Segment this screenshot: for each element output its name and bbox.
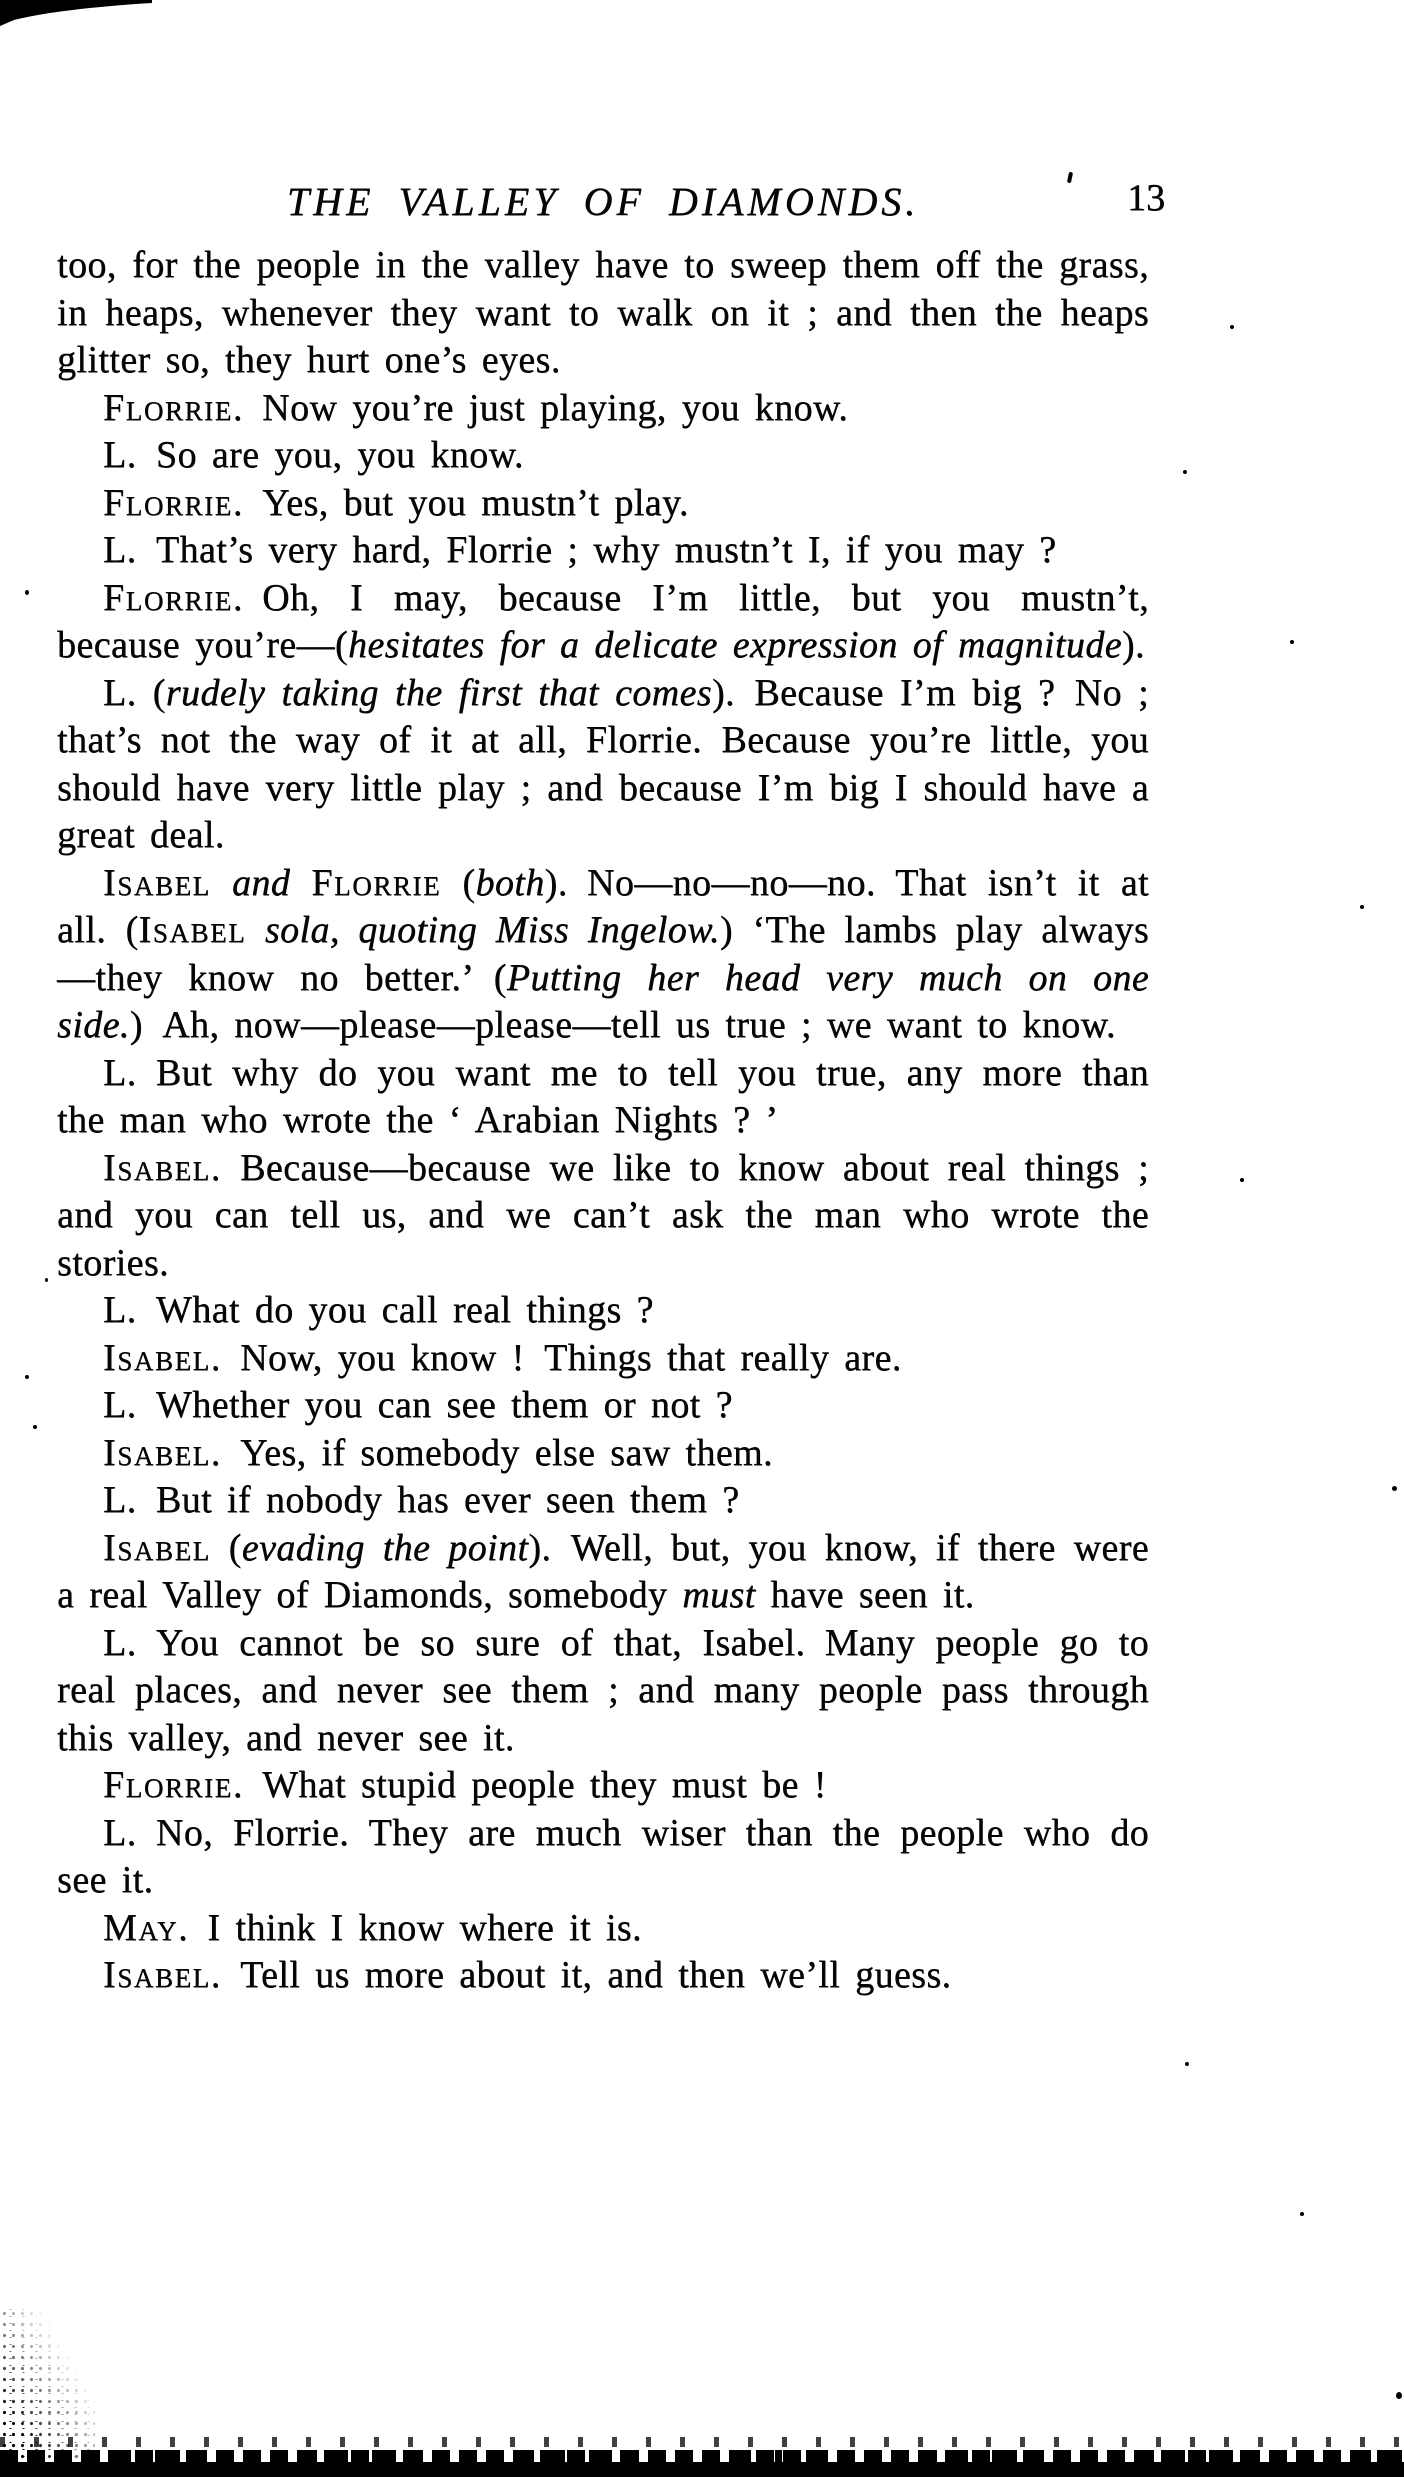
text-segment: ). [1121, 624, 1145, 666]
dialogue-paragraph [57, 1762, 1149, 1810]
speaker-name: Isabel [138, 909, 247, 951]
running-title: THE VALLEY OF DIAMONDS. [286, 179, 920, 224]
dialogue-paragraph [57, 575, 1149, 670]
speaker-name: Isabel [103, 1146, 211, 1189]
text-segment: L. Whether you can see them or not ? [103, 1384, 733, 1426]
text-segment: . Oh, I may, because I’m little, but you mustn’t, because you’re—( [57, 576, 1149, 666]
text-segment: L. You cannot be so sure of that, Isabel. Many people go to real places, and never see them ; and many people pass through this valley, and never see it. [57, 1621, 1149, 1759]
text-segment: ). Well, but, you know, if there were a real Valley of Diamonds, somebody [57, 1526, 1149, 1616]
speaker-name: Florrie [311, 861, 442, 904]
scan-speck [1183, 470, 1187, 474]
speaker-name: Isabel [103, 1954, 211, 1996]
dialogue-paragraph [57, 385, 1149, 433]
text-segment: ). Because I’m big ? No ; that’s not the way of it at all, Florrie. Because you’re little, you should have very little play ; and because I’m big I should have a great deal. [57, 671, 1150, 856]
text-segment: evading the point [241, 1526, 529, 1569]
scan-artifact-noise-dense [0, 2450, 1404, 2462]
scan-speck [1396, 2392, 1402, 2399]
speaker-name: Florrie [103, 576, 233, 619]
speaker-name: Isabel [103, 1336, 211, 1379]
text-segment: ) Ah, now—please—please—tell us true ; we want to know. [129, 1004, 1116, 1046]
scan-speck [25, 590, 29, 595]
text-segment: hesitates for a delicate expression of magnitude [347, 624, 1122, 666]
text-segment: L. But why do you want me to tell you true, any more than the man who wrote the ‘ Arabian Nights ? ’ [57, 1051, 1149, 1141]
text-segment: have seen it. [755, 1574, 975, 1616]
dialogue-paragraph [57, 1335, 1149, 1383]
text-segment: . Tell us more about it, and then we’ll guess. [210, 1954, 952, 1996]
dialogue-paragraph [57, 1145, 1149, 1288]
scan-speck [25, 1375, 29, 1379]
text-segment: . Now, you know ! Things that really are. [210, 1336, 902, 1379]
text-segment: ). No—no—no—no. That isn’t it at all. ( [57, 861, 1149, 951]
dialogue-paragraph [57, 1382, 1149, 1430]
speaker-name: Isabel [103, 1526, 211, 1569]
text-segment: too, for the people in the valley have to sweep them off the grass, in heaps, whenever they want to walk on it ; and then the heaps glitter so, they hurt one’s eyes. [57, 244, 1149, 381]
text-segment: ) ‘The lambs play always—they know no better.’ ( [57, 909, 1150, 999]
text-segment: must [682, 1574, 756, 1616]
scan-speck [1290, 640, 1294, 644]
text-segment: . Now you’re just playing, you know. [232, 386, 849, 429]
scan-speck [33, 1425, 37, 1429]
text-segment: both [475, 861, 545, 904]
scan-speck [1392, 1486, 1397, 1491]
dialogue-paragraph [57, 1905, 1149, 1953]
text-segment: Putting her head very much on one side. [57, 956, 1149, 1046]
speaker-name: Florrie [103, 1764, 233, 1806]
text-segment: L. ( [103, 671, 166, 714]
speaker-name: Isabel [103, 861, 211, 904]
text-segment: . What stupid people they must be ! [232, 1764, 827, 1806]
dialogue-paragraph [57, 1050, 1149, 1145]
dialogue-paragraph [57, 432, 1149, 480]
dialogue-paragraph [57, 1525, 1149, 1620]
page-number: 13 [1127, 177, 1165, 219]
scan-speck [1300, 2212, 1304, 2216]
dialogue-paragraph [57, 1952, 1149, 2000]
text-segment: ( [210, 1526, 242, 1569]
text-segment: L. But if nobody has ever seen them ? [103, 1479, 740, 1521]
text-segment: . Yes, but you mustn’t play. [232, 481, 689, 524]
text-segment: . I think I know where it is. [178, 1906, 642, 1949]
scan-speck [1240, 1178, 1244, 1182]
speaker-name: Florrie [103, 386, 233, 429]
text-segment: L. That’s very hard, Florrie ; why mustn’t I, if you may ? [103, 529, 1057, 571]
dialogue-paragraph [57, 1287, 1149, 1335]
dialogue-paragraph [57, 1810, 1149, 1905]
dialogue-paragraph [57, 670, 1149, 860]
dialogue-paragraph [57, 527, 1149, 575]
text-segment: ( [441, 861, 476, 904]
text-segment: L. What do you call real things ? [103, 1289, 654, 1331]
dialogue-paragraph [57, 242, 1149, 385]
text-segment: and [210, 861, 312, 904]
scan-artifact-top-left [0, 0, 160, 30]
text-segment: . Because—because we like to know about real things ; and you can tell us, and we can’t ask the man who wrote the stories. [57, 1146, 1149, 1284]
speaker-name: Isabel [103, 1431, 211, 1474]
text-segment: L. No, Florrie. They are much wiser than the people who do see it. [57, 1811, 1149, 1901]
text-body [57, 242, 1149, 2000]
scan-speck [1185, 2062, 1189, 2066]
text-segment: L. So are you, you know. [103, 434, 524, 476]
speaker-name: Florrie [103, 481, 233, 524]
scan-speck [1230, 325, 1234, 329]
dialogue-paragraph [57, 1430, 1149, 1478]
speaker-name: May [103, 1906, 179, 1949]
dialogue-paragraph [57, 1477, 1149, 1525]
text-segment: sola, quoting Miss Ingelow. [246, 909, 720, 951]
dialogue-paragraph [57, 1620, 1149, 1763]
scan-speck [1360, 905, 1364, 909]
scan-artifact-noise-sparse [0, 2437, 1404, 2447]
text-segment: . Yes, if somebody else saw them. [210, 1431, 773, 1474]
dialogue-paragraph [57, 480, 1149, 528]
dialogue-paragraph [57, 860, 1149, 1050]
scan-speck [45, 1278, 48, 1282]
text-segment: rudely taking the first that comes [165, 671, 712, 714]
scan-artifact-bottom-bar [0, 2462, 1404, 2477]
